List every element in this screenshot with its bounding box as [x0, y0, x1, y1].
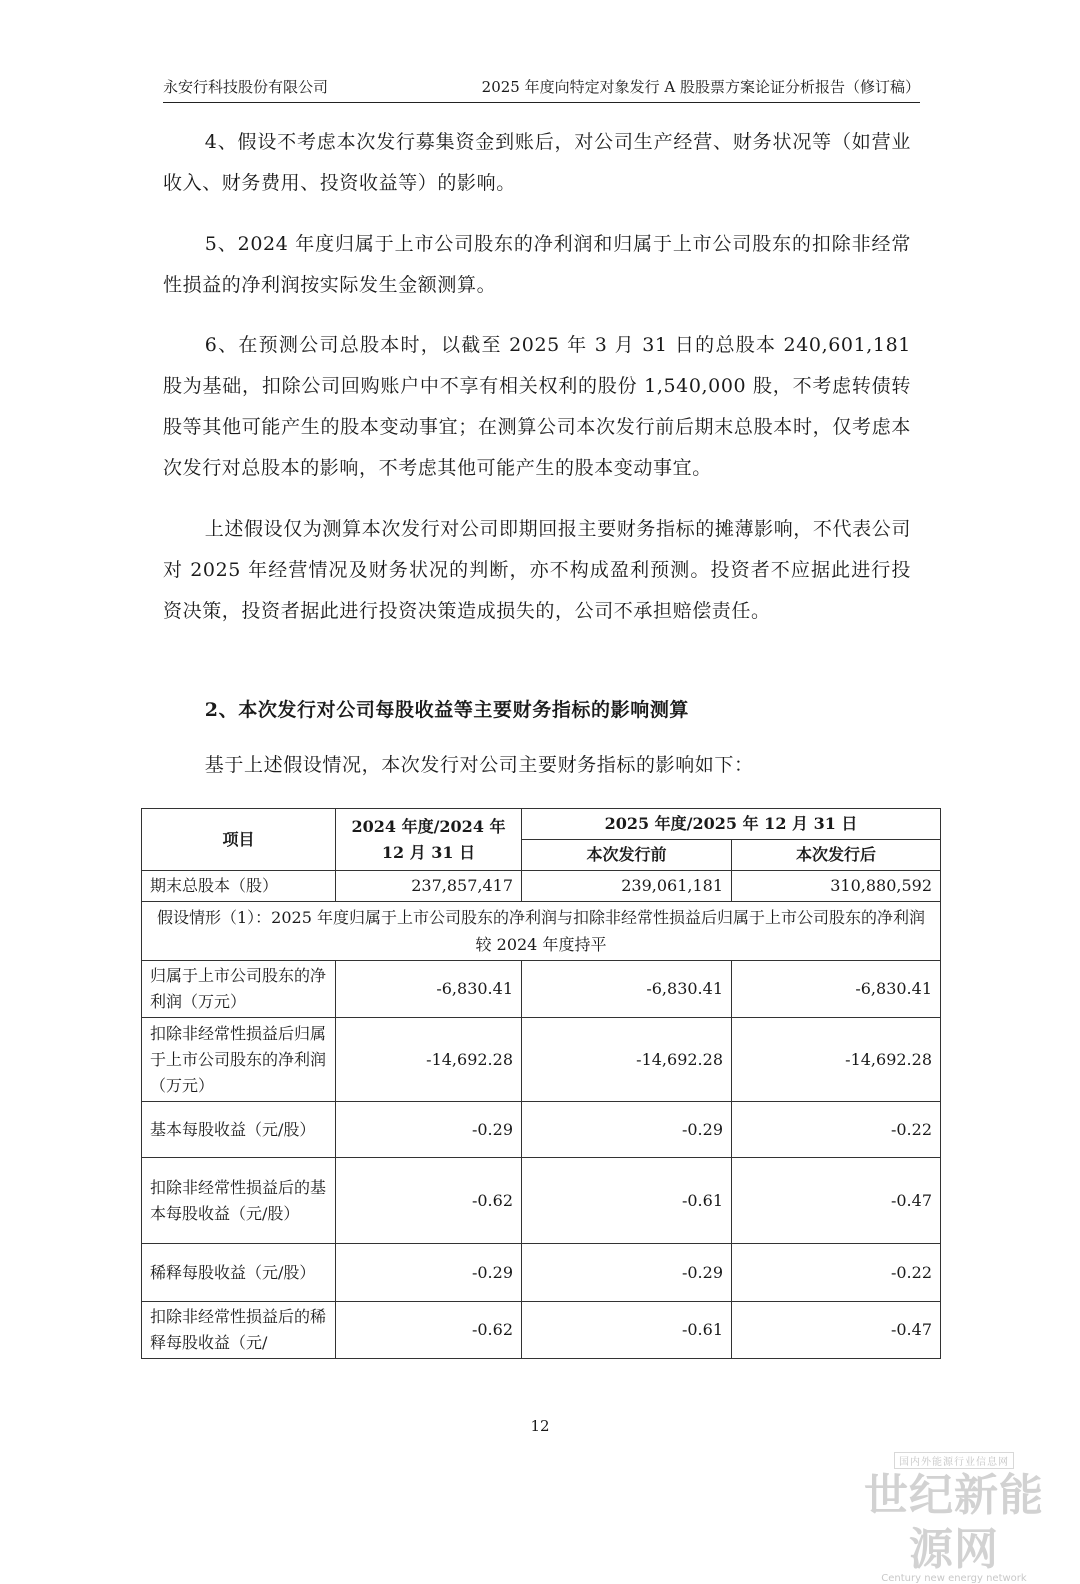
header-item: 项目 — [142, 809, 336, 871]
cell-after: -0.22 — [732, 1244, 941, 1302]
cell-2024: -0.62 — [336, 1158, 522, 1244]
cell-after: -0.22 — [732, 1102, 941, 1158]
cell-after: -0.47 — [732, 1158, 941, 1244]
row-label: 基本每股收益（元/股） — [142, 1102, 336, 1158]
table-row — [142, 1244, 941, 1302]
watermark-name: 世纪新能源网 — [864, 1470, 1044, 1575]
table-intro: 基于上述假设情况，本次发行对公司主要财务指标的影响如下： — [204, 754, 754, 776]
header-2025: 2025 年度/2025 年 12 月 31 日 — [522, 809, 941, 840]
paragraph-4: 4、假设不考虑本次发行募集资金到账后，对公司生产经营、财务状况等（如营业收入、财务费用、投资收益等）的影响。 — [163, 131, 911, 194]
row-label: 扣除非经常性损益后归属于上市公司股东的净利润（万元） — [142, 1018, 336, 1102]
cell-2024: -14,692.28 — [336, 1018, 522, 1102]
cell-before: -14,692.28 — [522, 1018, 732, 1102]
cell-2024: -0.62 — [336, 1302, 522, 1359]
cell-after: -14,692.28 — [732, 1018, 941, 1102]
cell-before: -0.61 — [522, 1158, 732, 1244]
row-label: 期末总股本（股） — [142, 871, 336, 902]
paragraph-disclaimer: 上述假设仅为测算本次发行对公司即期回报主要财务指标的摊薄影响，不代表公司对 2025 年经营情况及财务状况的判断，亦不构成盈利预测。投资者不应据此进行投资决策，投资者据此进行投资决策造成损失的，公司不承担赔偿责任。 — [163, 518, 911, 622]
scenario-text: 假设情形（1）：2025 年度归属于上市公司股东的净利润与扣除非经常性损益后归属于上市公司股东的净利润较 2024 年度持平 — [142, 902, 941, 961]
page-header — [163, 76, 920, 103]
report-title: 2025 年度向特定对象发行 A 股股票方案论证分析报告（修订稿） — [481, 78, 920, 96]
financial-impact-table — [141, 808, 941, 1359]
row-label: 扣除非经常性损益后的稀释每股收益（元/ — [142, 1302, 336, 1359]
watermark-english: Century new energy network — [881, 1573, 1027, 1584]
row-label: 稀释每股收益（元/股） — [142, 1244, 336, 1302]
cell-after: -0.47 — [732, 1302, 941, 1359]
paragraph-6: 6、在预测公司总股本时，以截至 2025 年 3 月 31 日的总股本 240,601,181 股为基础，扣除公司回购账户中不享有相关权利的股份 1,540,000 股，不考虑转债转股等其他可能产生的股本变动事宜；在测算公司本次发行前后期末总股本时，仅考虑本次发行对总股本的影响，不考虑其他可能产生的股本变动事宜。 — [163, 334, 911, 479]
header-after-issuance: 本次发行后 — [732, 840, 941, 871]
cell-before: -0.29 — [522, 1244, 732, 1302]
cell-before: 239,061,181 — [522, 871, 732, 902]
cell-2024: -0.29 — [336, 1244, 522, 1302]
scenario-row — [142, 902, 941, 961]
section-heading: 2、本次发行对公司每股收益等主要财务指标的影响测算 — [204, 699, 690, 721]
watermark-tagline: 国内外能源行业信息网 — [894, 1452, 1014, 1469]
table-row — [142, 1018, 941, 1102]
watermark-logo — [848, 1450, 1060, 1584]
row-label: 归属于上市公司股东的净利润（万元） — [142, 961, 336, 1018]
cell-before: -6,830.41 — [522, 961, 732, 1018]
page-number: 12 — [530, 1417, 550, 1435]
cell-after: 310,880,592 — [732, 871, 941, 902]
row-label: 扣除非经常性损益后的基本每股收益（元/股） — [142, 1158, 336, 1244]
table-row — [142, 961, 941, 1018]
cell-2024: 237,857,417 — [336, 871, 522, 902]
cell-2024: -0.29 — [336, 1102, 522, 1158]
table-row — [142, 1102, 941, 1158]
table-row — [142, 1158, 941, 1244]
cell-before: -0.29 — [522, 1102, 732, 1158]
header-2024: 2024 年度/2024 年 12 月 31 日 — [336, 809, 522, 871]
cell-after: -6,830.41 — [732, 961, 941, 1018]
table-row — [142, 1302, 941, 1359]
table-row — [142, 871, 941, 902]
table-header-row — [142, 809, 941, 840]
company-name: 永安行科技股份有限公司 — [163, 78, 329, 96]
paragraph-5: 5、2024 年度归属于上市公司股东的净利润和归属于上市公司股东的扣除非经常性损益的净利润按实际发生金额测算。 — [163, 233, 911, 296]
header-before-issuance: 本次发行前 — [522, 840, 732, 871]
cell-2024: -6,830.41 — [336, 961, 522, 1018]
cell-before: -0.61 — [522, 1302, 732, 1359]
